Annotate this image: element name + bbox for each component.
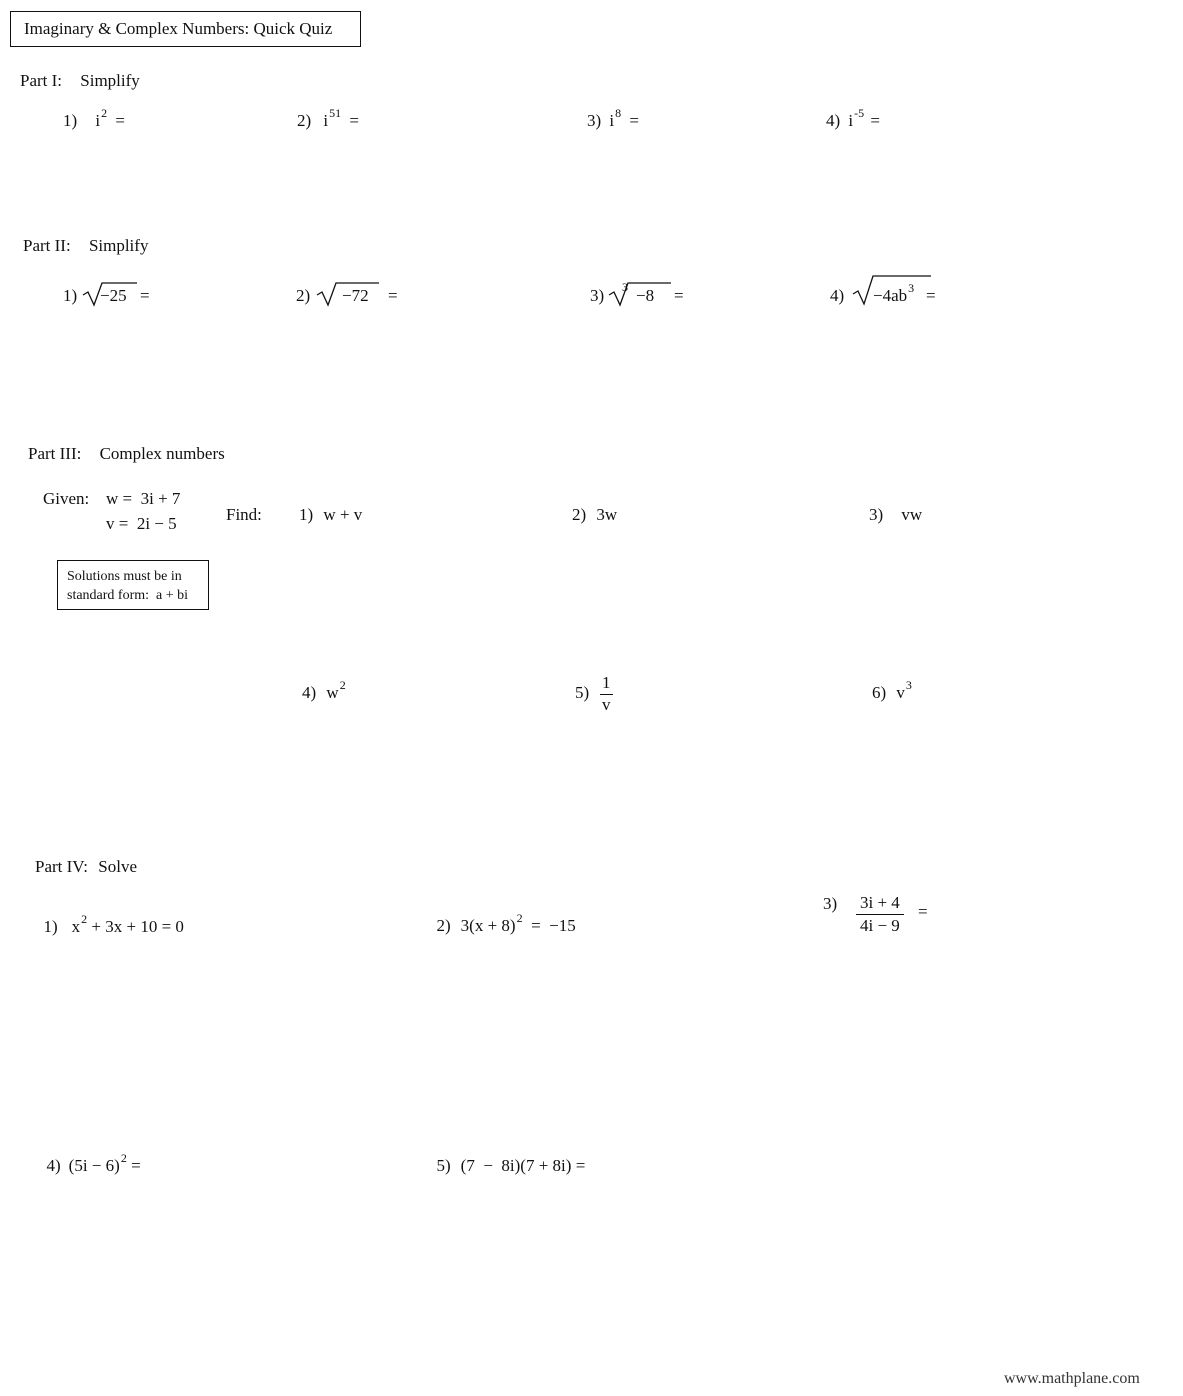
part2-problem-1-equals: = bbox=[140, 286, 150, 305]
problem-expression: = −15 bbox=[522, 916, 576, 935]
part2-problem-3-equals: = bbox=[674, 286, 684, 305]
part1-problem-1 bbox=[63, 106, 125, 130]
part2-problem-3-radicand: −8 bbox=[636, 286, 655, 305]
part1-problem-3 bbox=[587, 106, 639, 130]
problem-number: 4) bbox=[302, 683, 317, 702]
part3-problem-3 bbox=[869, 506, 922, 523]
problem-number: 1) bbox=[43, 917, 58, 936]
part4-problem-4 bbox=[38, 1140, 141, 1174]
part2-problem-3-number: 3) bbox=[590, 286, 605, 305]
problem-expression: vw bbox=[901, 505, 923, 524]
part3-problem-5-fraction bbox=[600, 674, 613, 714]
part3-label: Part III: bbox=[28, 444, 82, 463]
given-v: v = 2i − 5 bbox=[106, 514, 177, 533]
note-line: standard form: a + bi bbox=[67, 588, 189, 603]
problem-exponent: 2 bbox=[81, 912, 88, 926]
radicand-exponent: 3 bbox=[908, 281, 915, 295]
part2-problem-4-equals: = bbox=[926, 286, 936, 305]
part2-heading bbox=[23, 237, 148, 254]
part4-instruction: Solve bbox=[98, 857, 138, 876]
equals-sign: = bbox=[115, 111, 125, 130]
problem-base: i bbox=[848, 111, 854, 130]
part4-heading bbox=[35, 858, 137, 875]
part2-label: Part II: bbox=[23, 236, 71, 255]
part3-problem-2 bbox=[572, 506, 617, 523]
problem-number: 5) bbox=[436, 1156, 451, 1175]
problem-expression: (7 − 8i)(7 + 8i) = bbox=[460, 1156, 586, 1175]
problem-exponent: 2 bbox=[516, 911, 523, 925]
problem-expression: 3w bbox=[596, 505, 618, 524]
part3-problem-5-number: 5) bbox=[575, 683, 590, 702]
part4-problem-5 bbox=[428, 1140, 585, 1174]
part3-problem-6 bbox=[872, 678, 912, 702]
part3-instruction: Complex numbers bbox=[99, 444, 225, 463]
part2-problem-1-number: 1) bbox=[63, 286, 78, 305]
part1-instruction: Simplify bbox=[80, 71, 140, 90]
problem-exponent: 2 bbox=[101, 106, 108, 120]
part3-heading bbox=[28, 445, 225, 462]
equals-sign: = bbox=[870, 111, 880, 130]
part2-problem-2-number: 2) bbox=[296, 286, 311, 305]
problem-base: w bbox=[326, 683, 339, 702]
standard-form-note bbox=[57, 560, 209, 610]
part2-instruction: Simplify bbox=[88, 236, 149, 255]
part3-problem-4 bbox=[302, 678, 346, 702]
problem-base: (5i − 6) bbox=[68, 1156, 120, 1175]
given-label: Given: bbox=[43, 489, 90, 508]
problem-expression: + 3x + 10 = 0 bbox=[87, 917, 184, 936]
given-w: w = 3i + 7 bbox=[106, 489, 181, 508]
problem-number: 6) bbox=[872, 683, 887, 702]
problem-number: 2) bbox=[436, 916, 451, 935]
find-label: Find: bbox=[226, 505, 262, 524]
equals-sign: = bbox=[629, 111, 639, 130]
part1-problem-4 bbox=[826, 106, 880, 130]
problem-expression: = bbox=[126, 1156, 141, 1175]
site-watermark: www.mathplane.com bbox=[1004, 1370, 1140, 1387]
problem-number: 1) bbox=[299, 505, 314, 524]
part2-problem-1-radicand: −25 bbox=[100, 286, 127, 305]
part2-problem-2-equals: = bbox=[388, 286, 398, 305]
part4-problem-2 bbox=[428, 900, 576, 934]
problem-number: 3) bbox=[869, 505, 884, 524]
fraction-numerator: 3i + 4 bbox=[856, 893, 904, 915]
note-line: Solutions must be in bbox=[67, 569, 182, 584]
part4-problem-3-equals: = bbox=[918, 902, 928, 921]
problem-number: 3) bbox=[587, 111, 602, 130]
problem-base: i bbox=[609, 111, 615, 130]
root-index: 3 bbox=[622, 280, 628, 294]
part2-problem-4-radicand bbox=[873, 281, 915, 305]
part1-label: Part I: bbox=[20, 71, 63, 90]
fraction-numerator: 1 bbox=[600, 674, 613, 695]
problem-base: 3(x + 8) bbox=[460, 916, 516, 935]
part3-problem-1 bbox=[299, 506, 362, 523]
problem-number: 2) bbox=[297, 111, 312, 130]
part4-problem-3-fraction bbox=[856, 893, 904, 935]
problem-exponent: 2 bbox=[120, 1151, 127, 1165]
problem-base: i bbox=[95, 111, 101, 130]
equals-sign: = bbox=[349, 111, 359, 130]
problem-number: 1) bbox=[63, 111, 78, 130]
problem-expression: w + v bbox=[323, 505, 363, 524]
problem-exponent: 2 bbox=[339, 678, 346, 692]
part1-problem-2 bbox=[297, 106, 359, 130]
part4-problem-3-number: 3) bbox=[823, 894, 838, 913]
problem-base: i bbox=[323, 111, 329, 130]
problem-number: 4) bbox=[46, 1156, 61, 1175]
fraction-denominator: 4i − 9 bbox=[860, 915, 900, 935]
problem-number: 4) bbox=[826, 111, 841, 130]
quiz-title: Imaginary & Complex Numbers: Quick Quiz bbox=[10, 11, 361, 47]
problem-exponent: 8 bbox=[615, 106, 622, 120]
problem-exponent: 3 bbox=[905, 678, 912, 692]
radicand-text: −4ab bbox=[873, 286, 908, 305]
part4-label: Part IV: bbox=[35, 857, 89, 876]
problem-base: x bbox=[71, 917, 81, 936]
part2-problem-2-radicand: −72 bbox=[342, 286, 369, 305]
problem-exponent: 51 bbox=[329, 106, 342, 120]
part2-problem-4-number: 4) bbox=[830, 286, 845, 305]
problem-exponent: -5 bbox=[854, 106, 865, 120]
problem-number: 2) bbox=[572, 505, 587, 524]
fraction-denominator: v bbox=[602, 694, 611, 714]
problem-base: v bbox=[896, 683, 905, 702]
part4-problem-1 bbox=[35, 901, 184, 935]
part1-heading bbox=[20, 72, 140, 89]
